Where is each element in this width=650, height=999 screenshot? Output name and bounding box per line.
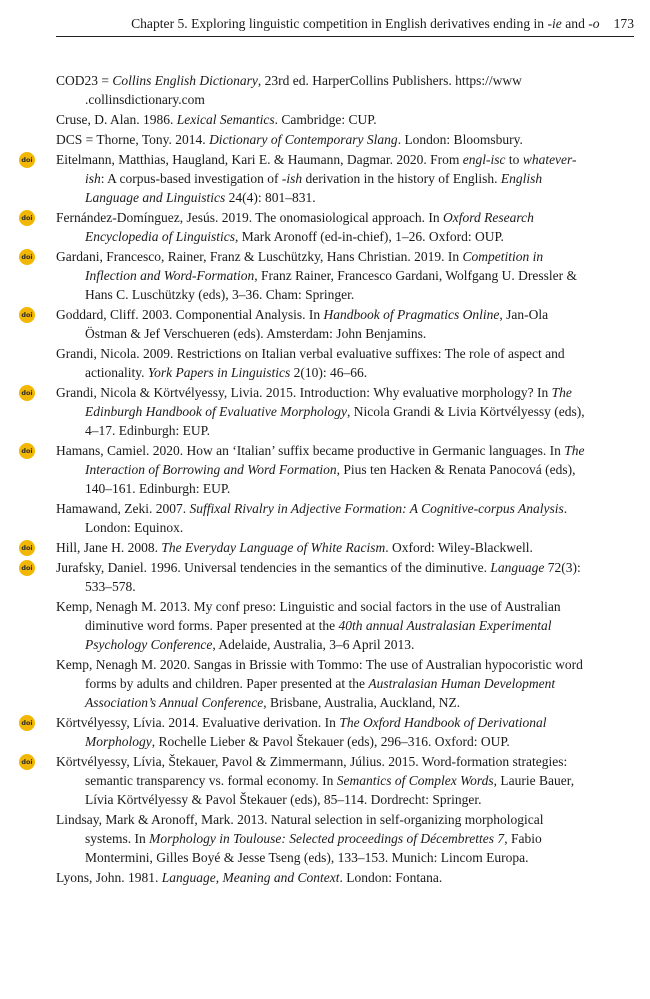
reference-text: . Oxford: Wiley-Blackwell. xyxy=(385,540,533,555)
reference-title-text: Collins English Dictionary xyxy=(112,73,258,88)
reference-entry xyxy=(21,752,590,809)
page-number: 173 xyxy=(613,16,634,31)
reference-entry xyxy=(56,810,590,867)
doi-link-icon[interactable]: doi xyxy=(19,715,35,731)
reference-title-text: The Everyday Language of White Racism xyxy=(161,540,386,555)
reference-entry xyxy=(21,441,590,498)
reference-text: Kemp, Nenagh M. 2020. Sangas in Brissie with Tommo: The use of Australian hypocoristic word forms by adults and children. Paper presented at the xyxy=(56,657,583,691)
reference-text: Goddard, Cliff. 2003. Componential Analysis. In xyxy=(56,307,324,322)
reference-text: Grandi, Nicola. 2009. Restrictions on Italian verbal evaluative suffixes: The role of aspect and actionality. xyxy=(56,346,565,380)
reference-text: Lindsay, Mark & Aronoff, Mark. 2013. Natural selection in self-organizing morphological systems. In xyxy=(56,812,544,846)
reference-title-text: Competition in Inflection and Word-Formation xyxy=(85,249,544,283)
reference-text: Gardani, Francesco, Rainer, Franz & Luschützky, Hans Christian. 2019. In xyxy=(56,249,463,264)
reference-title-text: Suffixal Rivalry in Adjective Formation: A Cognitive-corpus Analysis xyxy=(189,501,564,516)
reference-title-text: Morphology in Toulouse: Selected proceedings of Décembrettes 7 xyxy=(149,831,505,846)
reference-text: , 23rd ed. HarperCollins Publishers. https://www .collinsdictionary.com xyxy=(85,73,522,107)
reference-title-text: English Language and Linguistics xyxy=(85,171,543,205)
reference-title-text: -ish xyxy=(281,171,303,186)
reference-text: , Adelaide, Australia, 3–6 April 2013. xyxy=(212,637,415,652)
reference-title-text: York Papers in Linguistics xyxy=(147,365,291,380)
reference-entry xyxy=(56,130,590,149)
doi-link-icon[interactable]: doi xyxy=(19,443,35,459)
reference-title-text: The Edinburgh Handbook of Evaluative Morphology xyxy=(85,385,572,419)
reference-text: , Rochelle Lieber & Pavol Štekauer (eds), 296–316. Oxford: OUP. xyxy=(151,734,510,749)
reference-text: , Nicola Grandi & Livia Körtvélyessy (eds), 4–17. Edinburgh: EUP. xyxy=(85,404,585,438)
reference-entry xyxy=(21,208,590,246)
reference-text: Grandi, Nicola & Körtvélyessy, Livia. 2015. Introduction: Why evaluative morphology? In xyxy=(56,385,552,400)
reference-text: Eitelmann, Matthias, Haugland, Kari E. & Haumann, Dagmar. 2020. From xyxy=(56,152,463,167)
reference-text: , Pius ten Hacken & Renata Panocová (eds), 140–161. Edinburgh: EUP. xyxy=(85,462,576,496)
reference-entry xyxy=(21,538,590,557)
reference-text: Körtvélyessy, Lívia, Štekauer, Pavol & Zimmermann, Július. 2015. Word-formation strategies: semantic transparency vs. formal economy. In xyxy=(56,754,568,788)
reference-text: 72(3): 533–578. xyxy=(85,560,581,594)
running-header xyxy=(56,14,634,37)
reference-text: : A corpus-based investigation of xyxy=(100,171,282,186)
reference-text: Cruse, D. Alan. 1986. xyxy=(56,112,177,127)
reference-text: , Mark Aronoff (ed-in-chief), 1–26. Oxford: OUP. xyxy=(234,229,504,244)
reference-text: , Fabio Montermini, Gilles Boyé & Jesse Tseng (eds), 133–153. Munich: Lincom Europa. xyxy=(85,831,542,865)
reference-text: 24(4): 801–831. xyxy=(225,190,316,205)
reference-title-text: 40th annual Australasian Experimental Psychology Conference xyxy=(85,618,552,652)
doi-link-icon[interactable]: doi xyxy=(19,560,35,576)
reference-text: Lyons, John. 1981. xyxy=(56,870,162,885)
reference-entry xyxy=(21,713,590,751)
reference-title-text: Semantics of Complex Words xyxy=(336,773,494,788)
reference-entry xyxy=(56,110,590,129)
reference-entry xyxy=(56,597,590,654)
reference-text: . London: Equinox. xyxy=(85,501,568,535)
reference-text: . Cambridge: CUP. xyxy=(274,112,377,127)
reference-text: 2(10): 46–66. xyxy=(290,365,368,380)
reference-entry xyxy=(56,868,590,887)
reference-title-text: engl-isc xyxy=(462,152,506,167)
reference-text: Hamans, Camiel. 2020. How an ‘Italian’ suffix became productive in Germanic languages. In xyxy=(56,443,565,458)
doi-link-icon[interactable]: doi xyxy=(19,540,35,556)
reference-text: DCS = Thorne, Tony. 2014. xyxy=(56,132,210,147)
reference-entry xyxy=(21,247,590,304)
reference-title-text: Handbook of Pragmatics Online xyxy=(323,307,500,322)
reference-entry xyxy=(56,344,590,382)
reference-text: , Franz Rainer, Francesco Gardani, Wolfgang U. Dressler & Hans C. Luschützky (eds), 3–36. Cham: Springer. xyxy=(85,268,578,302)
reference-text: derivation in the history of English. xyxy=(302,171,501,186)
chapter-title: Chapter 5. Exploring linguistic competition in English derivatives ending in -ie and -o xyxy=(131,16,600,31)
reference-text: Kemp, Nenagh M. 2013. My conf preso: Linguistic and social factors in the use of Australian diminutive word forms. Paper presented at the xyxy=(56,599,561,633)
reference-title-text: Lexical Semantics xyxy=(176,112,275,127)
reference-text: , Jan-Ola Östman & Jef Verschueren (eds). Amsterdam: John Benjamins. xyxy=(85,307,549,341)
doi-link-icon[interactable]: doi xyxy=(19,152,35,168)
reference-title-text: The Oxford Handbook of Derivational Morphology xyxy=(85,715,547,749)
reference-entry xyxy=(21,383,590,440)
reference-entry xyxy=(56,655,590,712)
doi-link-icon[interactable]: doi xyxy=(19,754,35,770)
reference-text: Fernández-Domínguez, Jesús. 2019. The onomasiological approach. In xyxy=(56,210,444,225)
reference-entry xyxy=(21,305,590,343)
reference-entry xyxy=(56,499,590,537)
reference-text: COD23 = xyxy=(56,73,113,88)
reference-text: . London: Fontana. xyxy=(339,870,443,885)
reference-text: Hill, Jane H. 2008. xyxy=(56,540,162,555)
reference-title-text: The Interaction of Borrowing and Word Formation xyxy=(85,443,585,477)
reference-title-text: Language xyxy=(490,560,545,575)
doi-link-icon[interactable]: doi xyxy=(19,385,35,401)
reference-title-text: Language, Meaning and Context xyxy=(161,870,340,885)
doi-link-icon[interactable]: doi xyxy=(19,210,35,226)
reference-entry xyxy=(21,558,590,596)
reference-text: , Laurie Bauer, Lívia Körtvélyessy & Pavol Štekauer (eds), 85–114. Dordrecht: Springer. xyxy=(85,773,575,807)
reference-entry xyxy=(21,150,590,207)
reference-text: to xyxy=(505,152,523,167)
doi-link-icon[interactable]: doi xyxy=(19,249,35,265)
reference-entry xyxy=(56,71,590,109)
reference-text: , Brisbane, Australia, Auckland, NZ. xyxy=(263,695,461,710)
doi-link-icon[interactable]: doi xyxy=(19,307,35,323)
reference-title-text: Dictionary of Contemporary Slang xyxy=(209,132,398,147)
reference-text: Körtvélyessy, Lívia. 2014. Evaluative derivation. In xyxy=(56,715,340,730)
reference-title-text: Oxford Research Encyclopedia of Linguistics xyxy=(85,210,534,244)
reference-text: Hamawand, Zeki. 2007. xyxy=(56,501,190,516)
reference-title-text: whatever-ish xyxy=(85,152,577,186)
reference-title-text: Australasian Human Development Association’s Annual Conference xyxy=(85,676,556,710)
reference-text: . London: Bloomsbury. xyxy=(397,132,523,147)
reference-text: Jurafsky, Daniel. 1996. Universal tendencies in the semantics of the diminutive. xyxy=(56,560,491,575)
reference-list xyxy=(21,71,590,888)
